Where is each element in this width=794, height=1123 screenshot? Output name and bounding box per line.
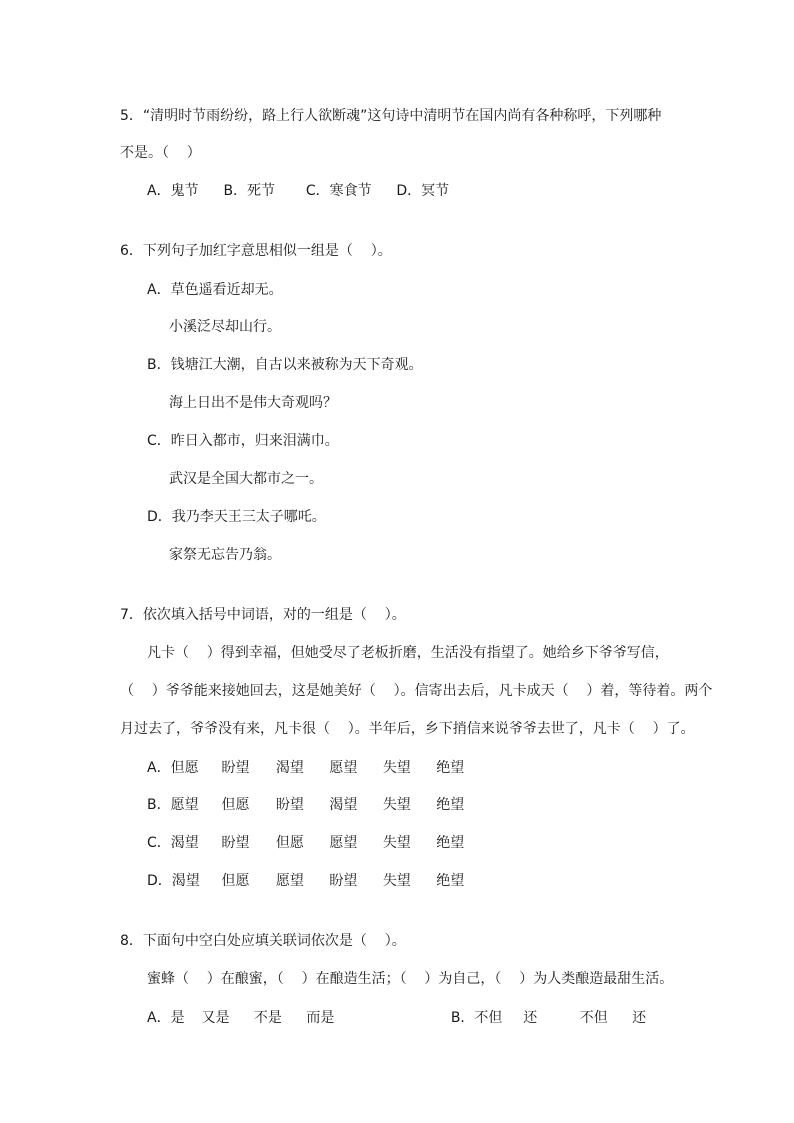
q7-option-d-word: 盼望 <box>329 873 358 889</box>
q6-option-c: C．昨日入都市，归来泪满巾。 <box>147 433 339 449</box>
q7-option-c-word: C．渴望 <box>147 835 199 851</box>
q6-option-b: B．钱塘江大潮，自古以来被称为天下奇观。 <box>147 357 423 373</box>
q7-option-b-word: 盼望 <box>275 797 304 813</box>
q8-stem: 8．下面句中空白处应填关联词依次是（ ）。 <box>120 933 406 949</box>
q7-option-a-word: 愿望 <box>329 760 358 776</box>
q7-option-b-word: 失望 <box>382 797 411 813</box>
q7-option-d-word: 愿望 <box>275 873 304 889</box>
q7-option-a-word: 绝望 <box>436 760 465 776</box>
q8-option-a-word: 又是 <box>201 1010 230 1026</box>
q6-option-a-pair: 小溪泛尽却山行。 <box>169 319 281 335</box>
q7-option-d-word: D．渴望 <box>147 873 200 889</box>
q7-option-a <box>147 758 464 778</box>
q7-option-a-word: A．但愿 <box>147 760 199 776</box>
q6-stem: 6．下列句子加红字意思相似一组是（ ）。 <box>120 243 392 259</box>
q7-option-c-word: 愿望 <box>329 835 358 851</box>
q6-option-c-pair: 武汉是全国大都市之一。 <box>169 471 323 487</box>
q5-options <box>147 181 449 201</box>
q6-option-d: D．我乃李天王三太子哪吒。 <box>147 509 326 525</box>
q8-options <box>147 1008 646 1028</box>
q7-passage-line2: （ ）爷爷能来接她回去，这是她美好（ ）。信寄出去后，凡卡成天（ ）着，等待着。两个 <box>120 683 713 699</box>
q8-option-a-word: 不是 <box>253 1010 282 1026</box>
q5-stem-line2: 不是。（ ） <box>120 145 201 161</box>
q7-option-b-word: 但愿 <box>221 797 250 813</box>
q7-option-a-word: 渴望 <box>275 760 304 776</box>
q7-passage-line1: 凡卡（ ）得到幸福，但她受尽了老板折磨，生活没有指望了。她给乡下爷爷写信， <box>147 645 669 661</box>
q6-option-a: A．草色遥看近却无。 <box>147 282 283 298</box>
q7-option-c-word: 盼望 <box>221 835 250 851</box>
q7-option-b <box>147 795 464 815</box>
q7-option-d <box>147 871 464 891</box>
q7-stem: 7．依次填入括号中词语，对的一组是（ ）。 <box>120 607 406 623</box>
q7-option-c <box>147 833 464 853</box>
q5-option-c: C．寒食节 <box>305 183 372 199</box>
q7-option-c-word: 失望 <box>382 835 411 851</box>
q6-option-d-pair: 家祭无忘告乃翁。 <box>169 547 281 563</box>
q8-option-a-word: 而是 <box>306 1010 335 1026</box>
q7-option-a-word: 失望 <box>382 760 411 776</box>
q7-option-c-word: 绝望 <box>436 835 465 851</box>
q8-option-a-word: A．是 <box>147 1010 185 1026</box>
q8-option-b-word: 不但 <box>579 1010 608 1026</box>
q5-option-b: B．死节 <box>223 183 276 199</box>
q7-option-b-word: B．愿望 <box>147 797 199 813</box>
q8-option-b-word: B．不但 <box>450 1010 503 1026</box>
q5-stem-line1: 5．“清明时节雨纷纷，路上行人欲断魂”这句诗中清明节在国内尚有各种称呼，下列哪种 <box>120 108 662 124</box>
q7-option-b-word: 渴望 <box>329 797 358 813</box>
q6-option-b-pair: 海上日出不是伟大奇观吗？ <box>169 395 337 411</box>
q5-option-a: A．鬼节 <box>147 183 199 199</box>
q7-option-c-word: 但愿 <box>275 835 304 851</box>
q7-option-a-word: 盼望 <box>221 760 250 776</box>
q7-option-d-word: 但愿 <box>221 873 250 889</box>
q8-sentence: 蜜蜂（ ）在酿蜜，（ ）在酿造生活；（ ）为自己，（ ）为人类酿造最甜生活。 <box>147 971 674 987</box>
q5-option-d: D．冥节 <box>396 183 450 199</box>
q7-passage-line3: 月过去了，爷爷没有来，凡卡很（ ）。半年后，乡下捎信来说爷爷去世了，凡卡（ ）了。 <box>120 721 695 737</box>
q7-option-b-word: 绝望 <box>436 797 465 813</box>
q8-option-b-word: 还 <box>523 1010 538 1026</box>
q7-option-d-word: 失望 <box>382 873 411 889</box>
q7-option-d-word: 绝望 <box>436 873 465 889</box>
q8-option-b-word: 还 <box>632 1010 647 1026</box>
